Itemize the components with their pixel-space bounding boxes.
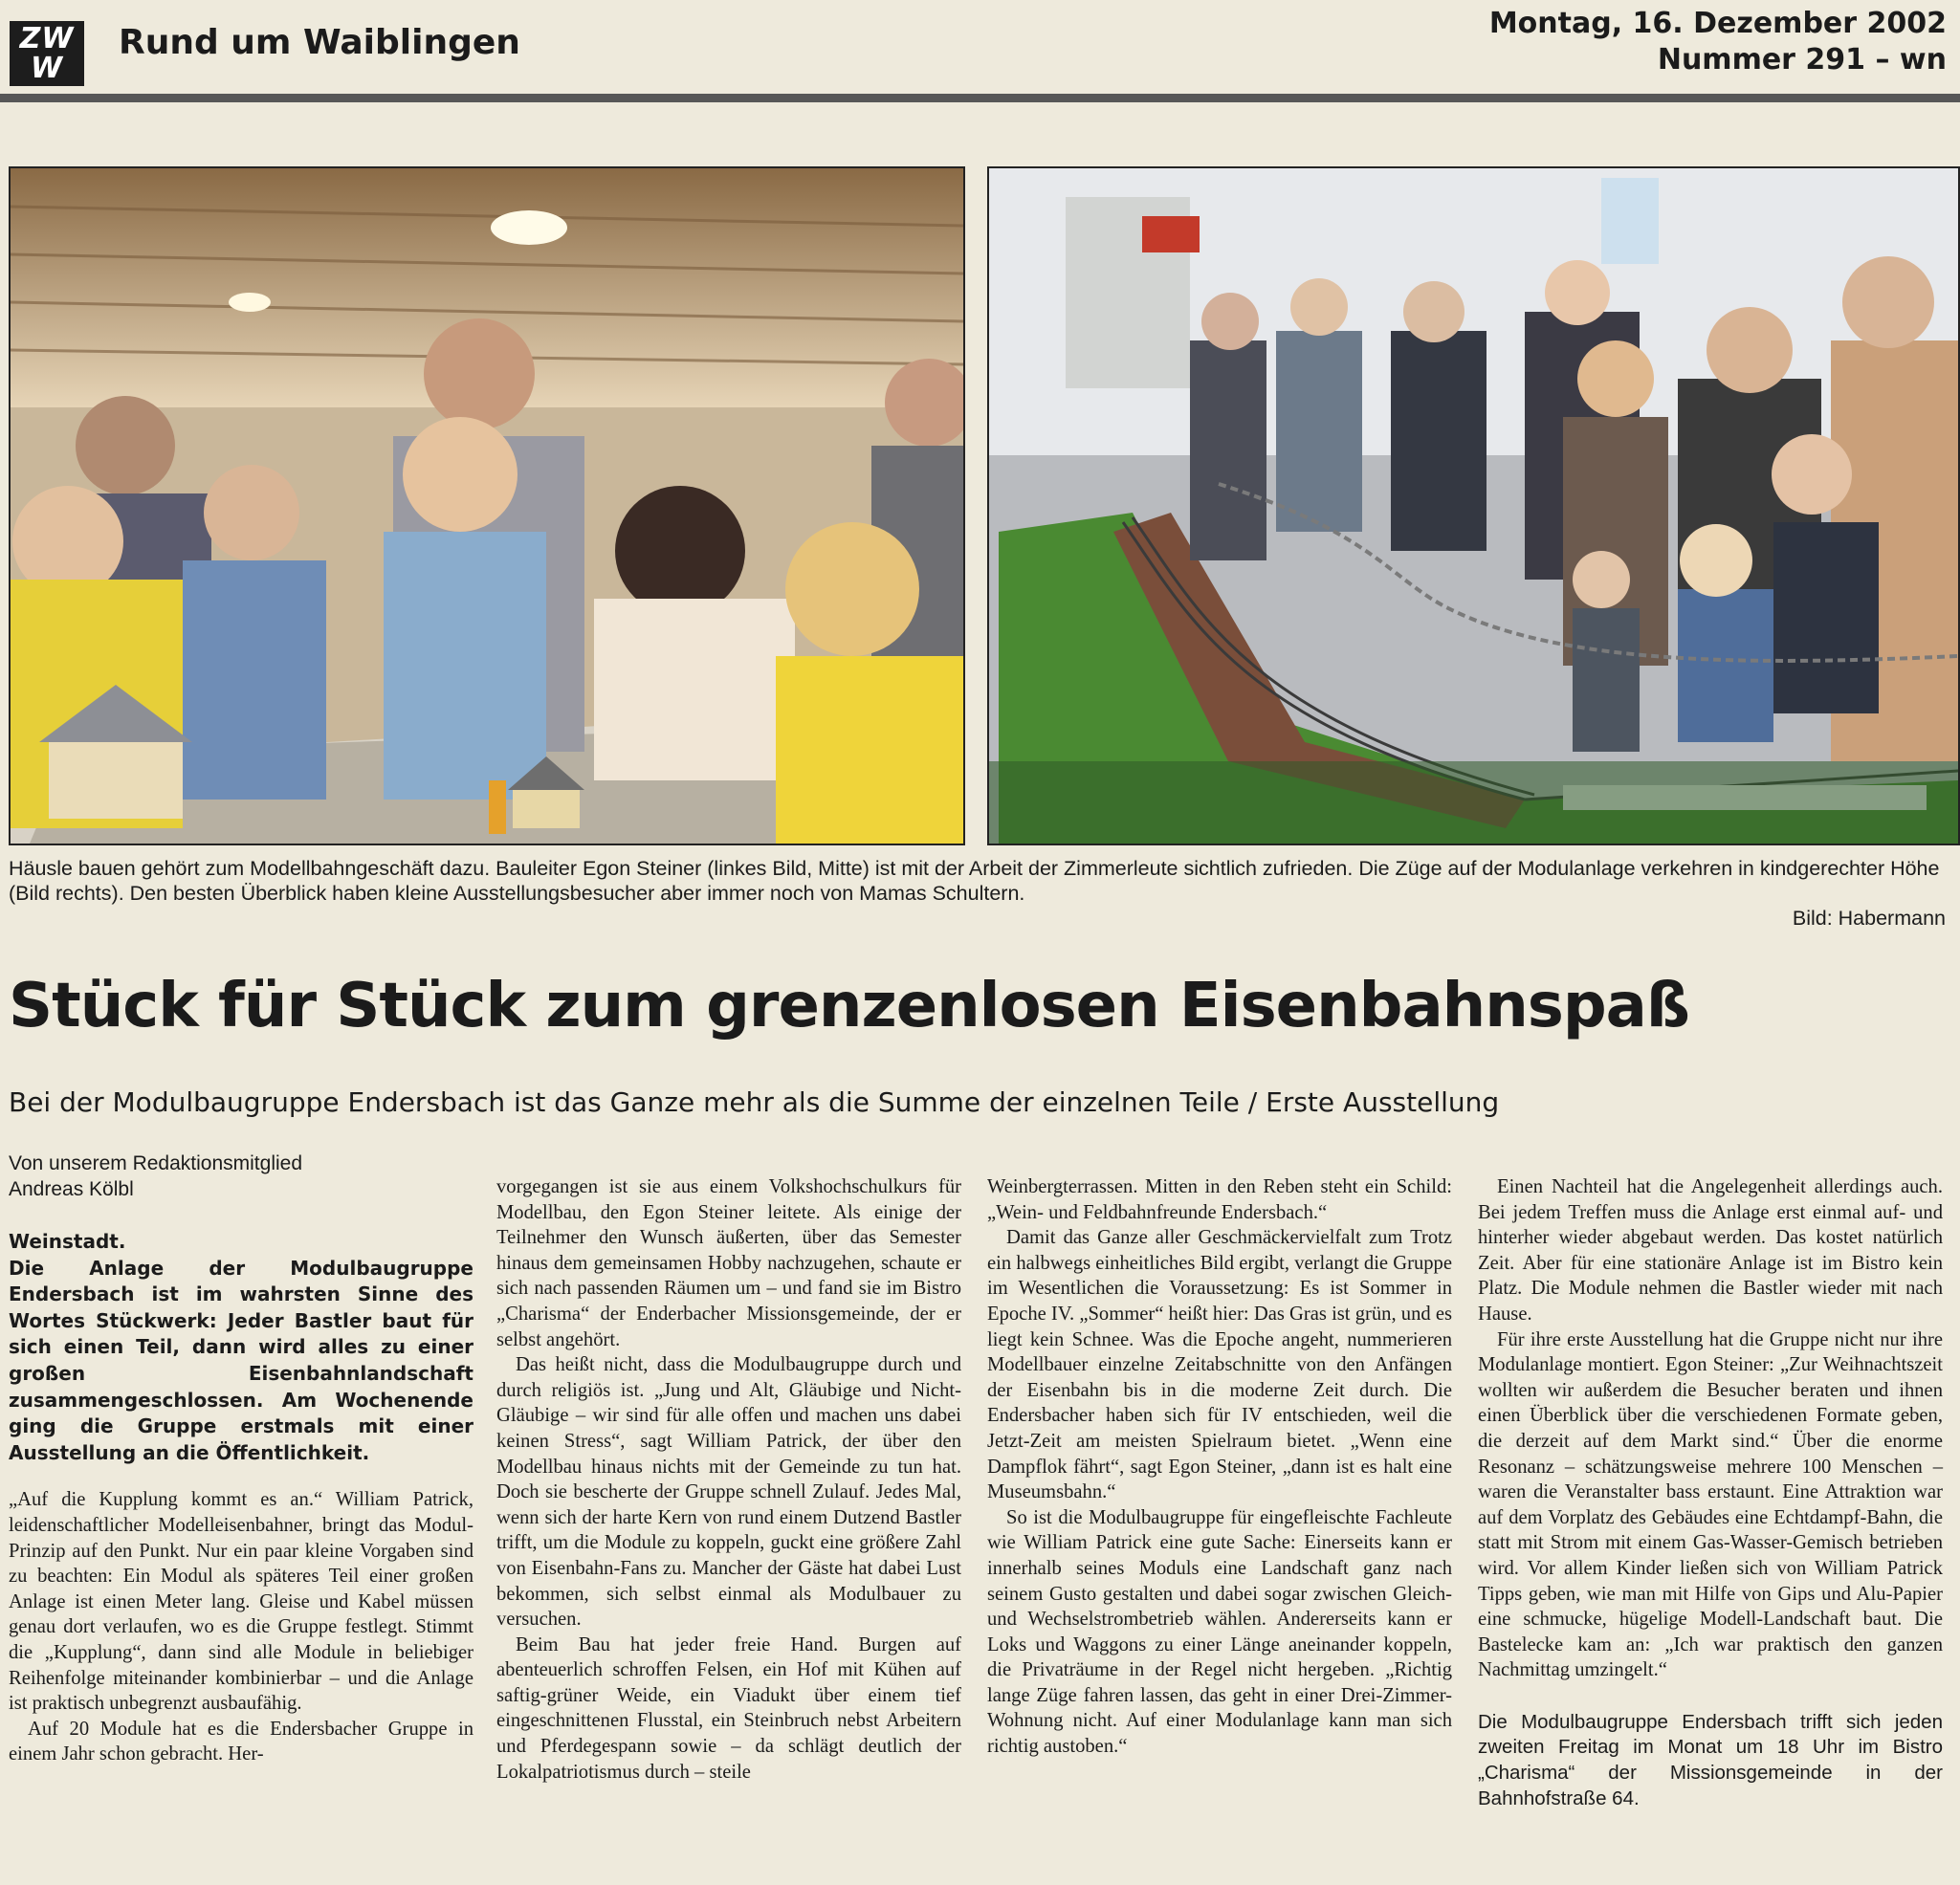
lead-text: Die Anlage der Modulbaugruppe Endersbach ist im wahrsten Sinne des Wortes Stückwerk: Jeder Bastler baut für sich einen Teil, dann wird alles zu einer großen Eisenbahnlandschaft zusammengeschlossen. Am Wochenende ging die Gruppe erstmals mit einer Ausstellung an die Öffentlichkeit.	[9, 1256, 473, 1464]
lead-place: Weinstadt.	[9, 1230, 126, 1253]
caption-text: Häusle bauen gehört zum Modellbahngeschäft dazu. Bauleiter Egon Steiner (linkes Bild, Mitte) ist mit der Arbeit der Zimmerleute sichtlich zufrieden. Die Züge auf der Modulanlage verkehren in kindgerechter Höhe (Bild rechts). Den besten Überblick haben kleine Ausstellungsbesucher aber immer noch von Mamas Schultern.	[9, 857, 1940, 905]
photo-railway-exhibition	[987, 166, 1960, 845]
body-paragraph: Auf 20 Module hat es die Endersbacher Gruppe in einem Jahr schon gebracht. Her-	[9, 1718, 473, 1765]
article-column-3	[987, 1174, 1452, 1760]
lead-paragraph	[9, 1229, 473, 1466]
body-paragraph: vorgegangen ist sie aus einem Volkshochschulkurs für Modellbau, den Egon Steiner leitete. Als einige der Teilnehmer den Wunsch äußerten, über das Semester hinaus dem gemeinsamen Hobby nachzugehen, schaute er sich nach passenden Räumen um – und fand sie im Bistro „Charisma“ der Enderbacher Missionsgemeinde, der er selbst angehört.	[496, 1176, 961, 1350]
photo-model-building	[9, 166, 965, 845]
issue-number: Nummer 291 – wn	[1657, 43, 1947, 77]
photo-credit: Bild: Habermann	[1792, 907, 1946, 930]
photo-caption	[9, 856, 1946, 931]
info-box: Die Modulbaugruppe Endersbach trifft sich jeden zweiten Freitag im Monat um 18 Uhr im Bistro „Charisma“ der Missionsgemeinde in der Bahnhofstraße 64.	[1478, 1710, 1943, 1809]
body-paragraph: Einen Nachteil hat die Angelegenheit allerdings auch. Bei jedem Treffen muss die Anlage erst einmal auf- und hinterher wieder abgebaut werden. Das kostet natürlich Zeit. Aber für eine stationäre Anlage ist im Bistro kein Platz. Die Module nehmen die Bastler wieder mit nach Hause.	[1478, 1176, 1943, 1325]
byline-author: Andreas Kölbl	[9, 1178, 134, 1200]
body-paragraph: „Auf die Kupplung kommt es an.“ William Patrick, leidenschaftlicher Modelleisenbahner, bringt das Modul-Prinzip auf den Punkt. Nur ein paar kleine Vorgaben sind zu beachten: Ein Modul als späteres Teil einer großen Anlage ist einen Meter lang. Gleise und Kabel müssen genau dort verlaufen, wo es die Gruppe festlegt. Stimmt die „Kupplung“, dann sind alle Module in beliebiger Reihenfolge miteinander kombinierbar – und die Anlage ist praktisch unbegrenzt ausbaufähig.	[9, 1489, 473, 1715]
dateline	[1489, 6, 1947, 78]
article-headline: Stück für Stück zum grenzenlosen Eisenbahnspaß	[9, 971, 1689, 1041]
body-paragraph: Für ihre erste Ausstellung hat die Gruppe nicht nur ihre Modulanlage montiert. Egon Steiner: „Zur Weihnachtszeit wollten wir außerdem die Besucher beraten und ihnen einen Überblick über die verschiedenen Formate geben, die derzeit auf dem Markt sind.“ Über die enorme Resonanz – schätzungsweise mehrere 100 Menschen – waren die Veranstalter bass erstaunt. Eine Attraktion war auf dem Vorplatz des Gebäudes eine Echtdampf-Bahn, die statt mit Strom mit einem Gas-Wasser-Gemisch betrieben wird. Vor allem Kinder ließen sich von William Patrick Tipps geben, wie man mit Hilfe von Gips und Alu-Papier eine schmucke, hügelige Modell-Landschaft baut. Die Bastelecke kam an: „Ich war praktisch den ganzen Nachmittag umzingelt.“	[1478, 1328, 1943, 1681]
issue-date: Montag, 16. Dezember 2002	[1488, 7, 1947, 40]
photo-left-illustration	[11, 168, 963, 844]
body-paragraph: Beim Bau hat jeder freie Hand. Burgen auf abenteuerlich schroffen Felsen, ein Hof mit Kühen auf saftig-grüner Weide, ein Viadukt über einem tief eingeschnittenen Flusstal, ein Steinbruch nebst Arbeitern und Pferdegespann sowie – da schlägt deutlich der Lokalpatriotismus durch – steile	[496, 1633, 961, 1783]
photo-right-illustration	[989, 168, 1958, 844]
body-paragraph: So ist die Modulbaugruppe für eingefleischte Fachleute wie William Patrick eine gute Sache: Einerseits kann er innerhalb seines Moduls eine Landschaft ganz nach seinem Gusto gestalten und dabei sogar zwischen Gleich- und Wechselstrombetrieb wählen. Andererseits kann er Loks und Waggons zu einer Länge aneinander koppeln, die Privaträume in der Regel nicht hergeben. „Richtig lange Züge fahren lassen, das geht in einer Drei-Zimmer-Wohnung nicht. Auf einer Modulanlage kann man sich richtig austoben.“	[987, 1506, 1452, 1758]
logo-line-1: ZW	[19, 22, 75, 55]
body-paragraph: Damit das Ganze aller Geschmäckervielfalt zum Trotz ein halbwegs einheitliches Bild ergibt, verlangt die Gruppe im Wesentlichen die Voraussetzung: Es ist Sommer in Epoche IV. „Sommer“ heißt hier: Das Gras ist grün, und es liegt kein Schnee. Was die Epoche angeht, nummerieren Modellbauer einzelne Zeitabschnitte von den Anfängen der Eisenbahn bis in die moderne Zeit durch. Die Endersbacher haben sich für IV entschieden, weil die Jetzt-Zeit am meisten Spielraum bietet. „Wenn eine Dampflok fährt“, sagt Egon Steiner, „dann ist es halt eine Museumsbahn.“	[987, 1227, 1452, 1503]
byline-role: Von unserem Redaktionsmitglied	[9, 1152, 303, 1174]
article-column-1	[9, 1151, 473, 1767]
body-paragraph: Das heißt nicht, dass die Modulbaugruppe durch und durch religiös ist. „Jung und Alt, Gläubige und Nicht-Gläubige – wir sind für alle offen und machen uns dabei keinen Stress“, sagt William Patrick, der über den Modellbau hinaus nichts mit der Gemeinde zu tun hat. Doch sie bescherte der Gruppe schnell Zulauf. Jedes Mal, wenn sich der harte Kern von rund einem Dutzend Bastler trifft, um die Module zu koppeln, guckt eine größere Zahl von Eisenbahn-Fans zu. Mancher der Gäste hat dabei Lust bekommen, sich selbst einmal als Modulbauer zu versuchen.	[496, 1354, 961, 1631]
body-paragraph: Weinbergterrassen. Mitten in den Reben steht ein Schild: „Wein- und Feldbahnfreunde Endersbach.“	[987, 1176, 1452, 1223]
byline	[9, 1151, 473, 1202]
section-title: Rund um Waiblingen	[119, 23, 520, 62]
newspaper-logo	[10, 21, 84, 86]
article-subheadline: Bei der Modulbaugruppe Endersbach ist das Ganze mehr als die Summe der einzelnen Teile / Erste Ausstellung	[9, 1086, 1500, 1118]
header-rule	[0, 94, 1960, 102]
article-column-4	[1478, 1174, 1943, 1811]
logo-line-2: W	[30, 52, 64, 85]
article-column-2	[496, 1174, 961, 1785]
